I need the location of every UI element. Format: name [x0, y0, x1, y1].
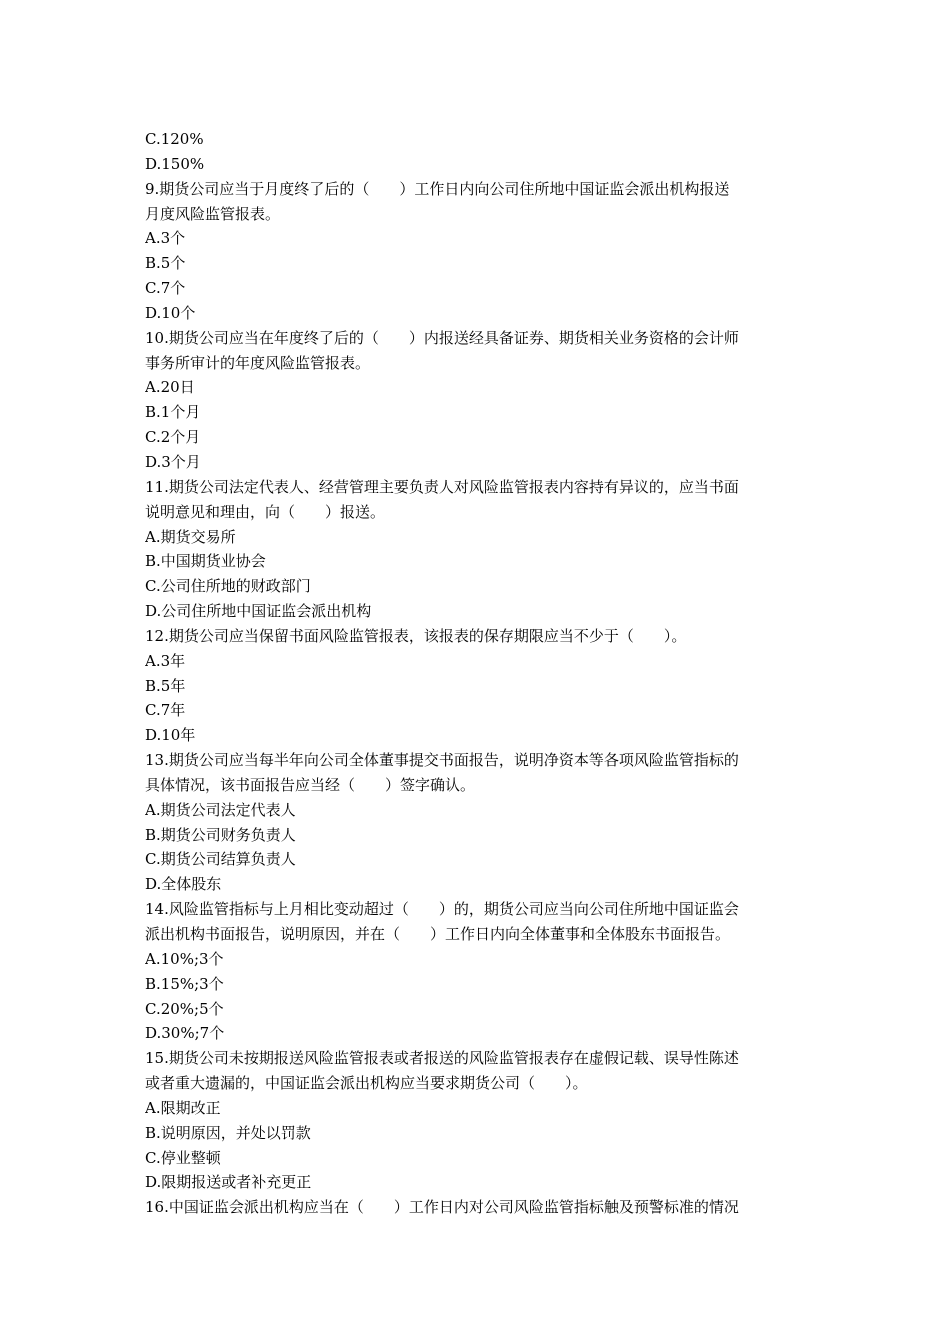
text-line: A.期货公司法定代表人	[145, 800, 296, 819]
text-line: B.期货公司财务负责人	[145, 825, 296, 844]
text-line: 派出机构书面报告，说明原因，并在（ ）工作日内向全体董事和全体股东书面报告。	[145, 925, 731, 943]
text-line: A.10%;3个	[145, 949, 224, 968]
text-line: D.10年	[145, 726, 196, 745]
text-line: A.20日	[145, 378, 195, 397]
text-line: D.限期报送或者补充更正	[145, 1173, 312, 1192]
text-line: B.15%;3个	[145, 974, 224, 993]
text-line: B.说明原因，并处以罚款	[145, 1123, 311, 1142]
text-line: 11.期货公司法定代表人、经营管理主要负责人对风险监管报表内容持有异议的，应当书面	[145, 477, 739, 496]
text-line: C.停业整顿	[145, 1148, 221, 1167]
text-line: A.3个	[145, 229, 186, 248]
text-line: D.公司住所地中国证监会派出机构	[145, 602, 372, 621]
text-line: 16.中国证监会派出机构应当在（ ）工作日内对公司风险监管指标触及预警标准的情况	[145, 1198, 739, 1217]
text-line: C.7个	[145, 279, 186, 298]
text-line: D.150%	[145, 154, 205, 173]
text-line: C.20%;5个	[145, 999, 224, 1018]
text-line: B.中国期货业协会	[145, 552, 266, 571]
text-line: 15.期货公司未按期报送风险监管报表或者报送的风险监管报表存在虚假记载、误导性陈述	[145, 1049, 739, 1068]
text-line: C.120%	[145, 130, 204, 148]
text-line: D.3个月	[145, 452, 201, 471]
text-line: 9.期货公司应当于月度终了后的（ ）工作日内向公司住所地中国证监会派出机构报送	[145, 179, 730, 198]
text-line: C.2个月	[145, 428, 201, 447]
text-line: D.全体股东	[145, 875, 222, 894]
text-line: B.5个	[145, 254, 186, 273]
text-line: B.5年	[145, 676, 186, 695]
text-line: B.1个月	[145, 403, 201, 422]
text-line: C.公司住所地的财政部门	[145, 577, 311, 596]
text-line: 说明意见和理由，向（ ）报送。	[145, 502, 386, 521]
text-line: A.期货交易所	[145, 527, 236, 546]
text-line: 事务所审计的年度风险监管报表。	[145, 353, 371, 372]
text-line: 或者重大遗漏的，中国证监会派出机构应当要求期货公司（ ）。	[145, 1074, 588, 1093]
text-line: C.7年	[145, 701, 186, 720]
text-line: 12.期货公司应当保留书面风险监管报表，该报表的保存期限应当不少于（ ）。	[145, 626, 687, 645]
text-line: C.期货公司结算负责人	[145, 850, 296, 869]
text-line: D.10个	[145, 303, 196, 322]
document-page	[145, 127, 810, 1220]
text-line: 月度风险监管报表。	[145, 204, 281, 223]
text-line: D.30%;7个	[145, 1024, 225, 1043]
text-line: 14.风险监管指标与上月相比变动超过（ ）的，期货公司应当向公司住所地中国证监会	[145, 900, 739, 919]
text-line: A.3年	[145, 651, 186, 670]
text-line: 13.期货公司应当每半年向公司全体董事提交书面报告，说明净资本等各项风险监管指标的	[145, 751, 739, 770]
text-line: 10.期货公司应当在年度终了后的（ ）内报送经具备证券、期货相关业务资格的会计师	[145, 328, 739, 347]
text-line: 具体情况，该书面报告应当经（ ）签字确认。	[145, 775, 476, 794]
text-line: A.限期改正	[145, 1098, 221, 1117]
